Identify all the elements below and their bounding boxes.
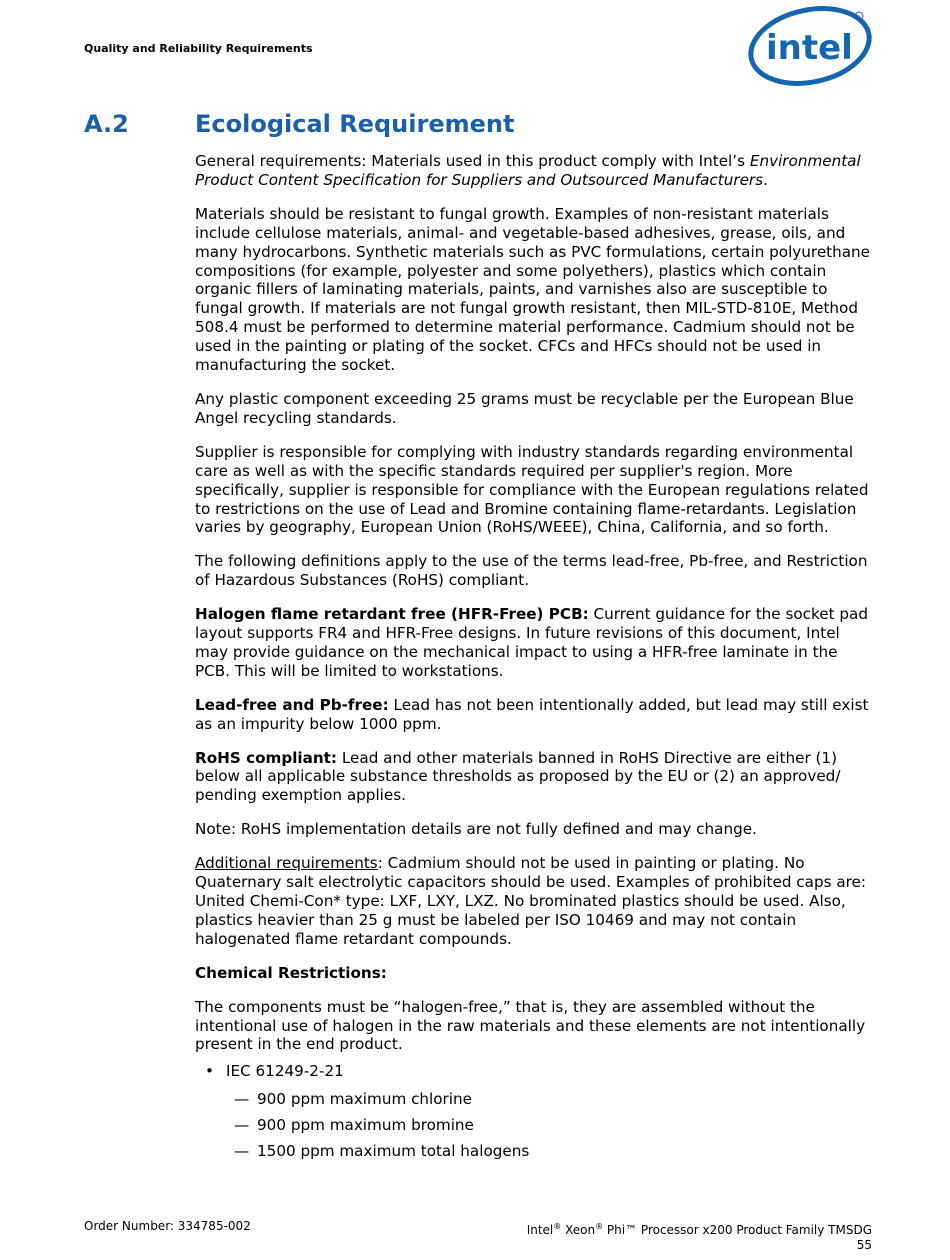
bullet-icon: • bbox=[205, 1062, 214, 1081]
page-number: 55 bbox=[856, 1238, 872, 1252]
section-title: Ecological Requirement bbox=[195, 110, 515, 138]
list-item-standard bbox=[195, 1062, 875, 1161]
spec-title: Environmental Product Content Specification for Suppliers and Outsourced Manufacturers bbox=[195, 152, 861, 189]
list-item: — 1500 ppm maximum total halogens bbox=[234, 1142, 530, 1161]
paragraph-fungal-growth: Materials should be resistant to fungal growth. Examples of non-resistant materials include cellulose materials, animal- and vegetable-based adhesives, grease, oils, and many hydrocarbons. Synthetic materials such as PVC formulations, certain polyurethane compositions (for example, polyester and some polyethers), plastics which contain organic fillers of laminating materials, paints, and varnishes also are susceptible to fungal growth. If materials are not fungal growth resistant, then MIL-STD-810E, Method 508.4 must be performed to determine material performance. Cadmium should not be used in the painting or plating of the socket. CFCs and HFCs should not be used in manufacturing the socket. bbox=[195, 204, 871, 375]
paragraph-plastic-recycling: Any plastic component exceeding 25 grams must be recyclable per the European Blue Angel recycling standards. bbox=[195, 389, 854, 427]
running-header: Quality and Reliability Requirements bbox=[84, 42, 313, 55]
heading-chemical-restrictions: Chemical Restrictions: bbox=[195, 963, 387, 982]
term-additional-requirements: Additional requirements bbox=[195, 854, 378, 873]
paragraph-rohs-compliant: RoHS compliant: Lead and other materials banned in RoHS Directive are either (1) below all applicable substance thresholds as proposed by the EU or (2) an approved/ pending exemption applies. bbox=[195, 748, 841, 805]
list-item: — 900 ppm maximum chlorine bbox=[234, 1090, 472, 1109]
term-rohs-compliant: RoHS compliant: bbox=[195, 748, 338, 767]
term-hfr-free: Halogen flame retardant free (HFR-Free) PCB: bbox=[195, 605, 589, 624]
list-item: — 900 ppm maximum bromine bbox=[234, 1116, 474, 1135]
paragraph-additional-requirements: Additional requirements: Cadmium should not be used in painting or plating. No Quaternary salt electrolytic capacitors should be used. Examples of prohibited caps are: United Chemi-Con* type: LXF, LXY, LXZ. No brominated plastics should be used. Also, plastics heavier than 25 g must be labeled per ISO 10469 and may not contain halogenated flame retardant compounds. bbox=[195, 854, 867, 948]
paragraph-lead-free: Lead-free and Pb-free: Lead has not been intentionally added, but lead may still exist as an impurity below 1000 ppm. bbox=[195, 695, 869, 733]
bullet-list bbox=[195, 1062, 875, 1161]
intel-logo bbox=[746, 4, 874, 88]
dash-icon: — bbox=[234, 1116, 250, 1135]
order-number: Order Number: 334785-002 bbox=[84, 1219, 251, 1233]
document-title: Intel® Xeon® Phi™ Processor x200 Product Family TMSDG bbox=[526, 1222, 872, 1237]
logo-text: intel bbox=[766, 28, 853, 68]
standard-name: IEC 61249-2-21 bbox=[226, 1062, 344, 1081]
paragraph-rohs-note: Note: RoHS implementation details are not fully defined and may change. bbox=[195, 820, 757, 839]
paragraph-general-requirements: General requirements: Materials used in this product comply with Intel’s Environmental Product Content Specification for Suppliers and Outsourced Manufacturers. bbox=[195, 152, 861, 189]
dash-icon: — bbox=[234, 1090, 250, 1109]
section-number: A.2 bbox=[84, 110, 129, 138]
term-lead-free: Lead-free and Pb-free: bbox=[195, 695, 389, 714]
paragraph-definitions-intro: The following definitions apply to the use of the terms lead-free, Pb-free, and Restriction of Hazardous Substances (RoHS) compliant. bbox=[195, 552, 868, 590]
footer-doc-info bbox=[527, 1219, 872, 1253]
document-body bbox=[195, 152, 875, 1170]
paragraph-halogen-free: The components must be “halogen-free,” that is, they are assembled without the intentional use of halogen in the raw materials and these elements are not intentionally present in the end product. bbox=[195, 997, 866, 1054]
paragraph-hfr-free: Halogen flame retardant free (HFR-Free) PCB: Current guidance for the socket pad layout supports FR4 and HFR-Free designs. In future revisions of this document, Intel may provide guidance on the mechanical impact to using a HFR-free laminate in the PCB. This will be limited to workstations. bbox=[195, 605, 868, 680]
dash-icon: — bbox=[234, 1142, 250, 1161]
sub-list bbox=[226, 1090, 875, 1161]
paragraph-supplier-compliance: Supplier is responsible for complying with industry standards regarding environmental care as well as with the specific standards required per supplier's region. More specifically, supplier is responsible for compliance with the European regulations related to restrictions on the use of Lead and Bromine containing flame-retardants. Legislation varies by geography, European Union (RoHS/WEEE), China, California, and so forth. bbox=[195, 442, 869, 537]
